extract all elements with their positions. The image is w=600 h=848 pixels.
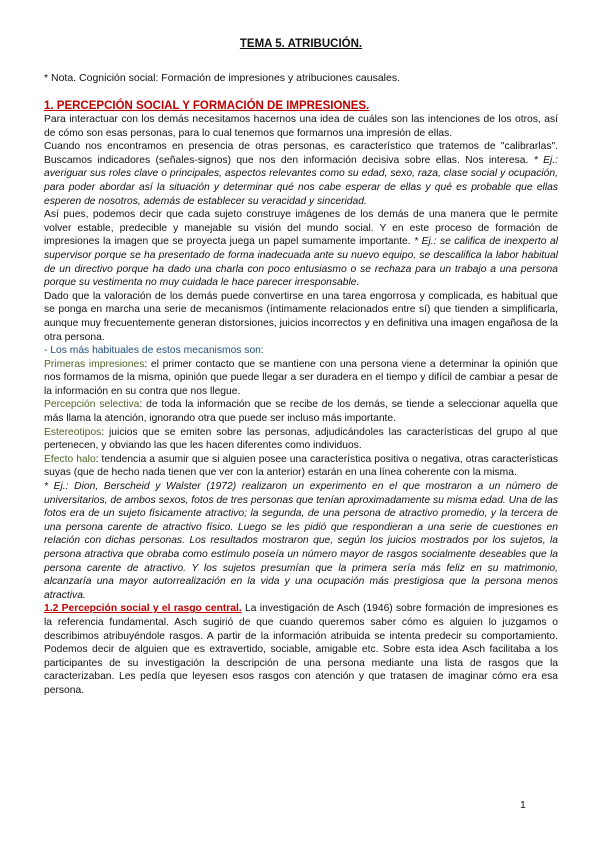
- paragraph-2-text: Cuando nos encontramos en presencia de otras personas, es característico que tratemos de "calibrarlas". Buscamos indicadores (señales-signos) que nos den información decisiva sobre ellas. Nos interesa.: [44, 141, 558, 166]
- paragraph-3-example: * Ej.: se califica de inexperto al supervisor porque se ha presentado de forma inadecuada ante su nuevo equipo, se descalifica la labor habitual de un directivo porque ha dado una charla con poco entusiasmo o se rechaza para un trabajo a una persona porque su vestimenta no muy cuidada le hace parecer irresponsable.: [44, 236, 558, 289]
- mechanism-text: : el primer contacto que se mantiene con una persona viene a determinar la opinión que nos formamos de la misma, opinión que puede llegar a ser duradera en el tiempo y difícil de cambiar a pesar de la información en su contra que nos llegue.: [44, 358, 558, 397]
- mechanism-term: Percepción selectiva: [44, 399, 140, 411]
- mechanism-term: Efecto halo: [44, 453, 96, 465]
- section-1-2-paragraph: [44, 602, 558, 697]
- mechanism-term: Primeras impresiones: [44, 358, 145, 370]
- section-1-heading: 1. PERCEPCIÓN SOCIAL Y FORMACIÓN DE IMPRESIONES.: [44, 100, 370, 112]
- note-line: * Nota. Cognición social: Formación de impresiones y atribuciones causales.: [44, 72, 401, 84]
- page-title: TEMA 5. ATRIBUCIÓN.: [239, 38, 363, 50]
- mechanism-term: Estereotipos: [44, 426, 102, 438]
- paragraph-1: Para interactuar con los demás necesitamos hacernos una idea de cuáles son las intenciones de los otros, así de cómo son esas personas, para lo cual tenemos que formarnos una impresión de ellas.: [44, 114, 558, 139]
- paragraph-3-text: Así pues, podemos decir que cada sujeto construye imágenes de los demás de una manera que le permite volver estable, predecible y manejable su visión del mundo social. Y en este proceso de formación de impresiones la imagen que se proyecta juega un papel sumamente importante.: [44, 209, 558, 248]
- page-number: 1: [520, 799, 526, 811]
- mechanism-text: : tendencia a asumir que si alguien posee una característica positiva o negativa, otras características suyas (que de hecho nada tienen que ver con la anterior) estarán en una línea coherente con la misma.: [44, 453, 558, 479]
- section-1-2-text: La investigación de Asch (1946) sobre formación de impresiones es la referencia fundamental. Asch sugirió de que cuando queremos saber cómo es alguien lo juzgamos o describimos atribuyéndole rasgos. A partir de la información atribuida se intenta predecir su comportamiento. Podemos decir de alguien que es extravertido, sociable, amigable etc. Sobre esta idea Asch facilitaba a los participantes de su investigación la descripción de una persona mediante una lista de rasgos que la caracterizaban. Les pedía que leyesen esos rasgos con atención y que tratasen de imaginar cómo era esa persona.: [44, 603, 558, 696]
- paragraph-2-example: * Ej.: averiguar sus roles clave o principales, aspectos relevantes como su edad, sexo, raza, clase social y ocupación, para poder abordar así la situación y determinar qué nos cabe esperar de ellas y qué es probable que ellas esperen de nosotros, además de establecer su veracidad y sinceridad.: [44, 154, 558, 207]
- mechanism-text: : de toda la información que se recibe de los demás, se tiende a seleccionar aquella que más llama la atención, ignorando otra que puede ser incluso más importante.: [44, 399, 559, 425]
- mechanism-text: : juicios que se emiten sobre las personas, adjudicándoles las características del grupo al que pertenecen, y obviando las que les hacen diferentes como individuos.: [44, 426, 558, 452]
- efecto-halo-example: * Ej.: Dion, Berscheid y Walster (1972) realizaron un experimento en el que mostraron a un número de universitarios, de ambos sexos, fotos de tres personas que tenían aproximadamente su misma edad. Una de las fotos era de un sujeto físicamente atractivo; la segunda, de una persona de atractivo promedio, y la tercera de una persona carente de atractivo físico. Luego se les pidió que respondieran a una serie de cuestiones en relación con dichas personas. Los resultados mostraron que, según los juicios mostrados por los sujetos, la persona atractiva que obraba como estímulo poseía un número mayor de rasgos socialmente deseables que la persona carente de atractivo. Y los sujetos presumían que la primera sería más feliz en su matrimonio, alcanzaría una mayor autorrealización en la vida y una ocupación más prestigiosa que la persona menos atractiva.: [44, 481, 558, 601]
- document-page: [44, 30, 558, 698]
- section-1-2-heading: 1.2 Percepción social y el rasgo central.: [44, 603, 242, 615]
- mechanism-percepcion-selectiva: [44, 398, 558, 425]
- paragraph-4: Dado que la valoración de los demás puede convertirse en una tarea engorrosa y complicada, es habitual que se ponga en marcha una serie de mecanismos (íntimamente relacionados entre sí) que tienden a simplificarla, aunque muy frecuentemente generan distorsiones, juicios incorrectos y en definitiva una imagen engañosa de la otra persona.: [44, 290, 558, 343]
- mechanism-primeras-impresiones: [44, 358, 558, 399]
- paragraph-3: [44, 208, 558, 290]
- mechanism-efecto-halo: [44, 453, 558, 480]
- mechanism-estereotipos: [44, 426, 558, 453]
- paragraph-2: [44, 140, 558, 208]
- mechanisms-intro: - Los más habituales de estos mecanismos son:: [44, 345, 264, 357]
